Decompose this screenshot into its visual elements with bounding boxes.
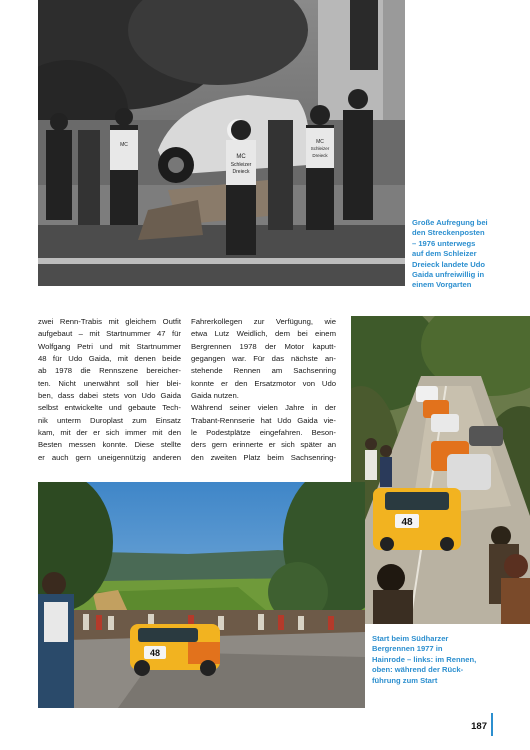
page-number-rule bbox=[491, 713, 493, 736]
body-line: selbst entwickelte und gebaute Tech- bbox=[38, 403, 181, 413]
photo-hainrode-race bbox=[38, 482, 365, 708]
page-number: 187 bbox=[471, 721, 487, 732]
body-line: stehende Rennen am Sachsenring bbox=[191, 366, 336, 376]
caption-top: Große Aufregung bei den Streckenposten – 1976 unterwegs auf dem Schleizer Dreieck landete Udo Gaida unfreiwillig in einem Vorgarten bbox=[412, 218, 488, 290]
body-column-1 bbox=[38, 316, 181, 464]
svg-text:Schleizer: Schleizer bbox=[230, 162, 252, 168]
svg-text:Dreieck: Dreieck bbox=[232, 169, 250, 175]
body-line: ab 1978 die Rennszene bereicher- bbox=[38, 366, 181, 376]
car-number-right: 48 bbox=[401, 517, 413, 528]
body-line: kam, mit der er sich immer mit den bbox=[38, 428, 181, 438]
body-line: gegangen war. Für das nächste an- bbox=[191, 354, 336, 364]
svg-text:MC: MC bbox=[316, 139, 324, 145]
body-line: zwei Renn-Trabis mit gleichem Outfit bbox=[38, 317, 181, 326]
svg-text:MC: MC bbox=[236, 154, 246, 160]
body-line: Während seiner vielen Jahre in der bbox=[191, 403, 336, 413]
svg-text:Schleizer: Schleizer bbox=[310, 146, 330, 151]
body-line: nik unterm Duroplast zum Einsatz bbox=[38, 415, 181, 425]
body-line: Wolfgang Petri und mit Startnummer bbox=[38, 341, 181, 351]
body-line: konnte er den Ersatzmotor von Udo bbox=[191, 378, 336, 388]
photo-schleizer-dreieck bbox=[38, 0, 405, 286]
body-line: Trabant-Rennserie hat Udo Gaida vie- bbox=[191, 415, 336, 425]
body-line: Bergrennen 1978 der Motor kaputt- bbox=[191, 341, 336, 351]
body-line: ten. Nicht unerwähnt soll hier blei- bbox=[38, 378, 181, 388]
body-line: ben, dass dabei stets von Udo Gaida bbox=[38, 391, 181, 401]
body-line: le Podestplätze eingefahren. Beson- bbox=[191, 428, 336, 438]
body-line: etwa Lutz Weidlich, dem bei einem bbox=[191, 329, 336, 339]
body-line: er auch gern uneigennützig anderen bbox=[38, 452, 181, 462]
body-line: Fahrerkollegen zur Verfügung, wie bbox=[191, 317, 336, 326]
body-line: ders gern erinnerte er sich später an bbox=[191, 440, 336, 450]
body-column-2 bbox=[191, 316, 336, 464]
body-line: Besten messen konnte. Diese stellte bbox=[38, 440, 181, 450]
svg-text:MC: MC bbox=[120, 142, 128, 148]
svg-text:Dreieck: Dreieck bbox=[312, 153, 328, 158]
body-line: 48 für Udo Gaida, mit denen beide bbox=[38, 354, 181, 364]
caption-bottom: Start beim Südharzer Bergrennen 1977 in Hainrode – links: im Rennen, oben: während der Rück- führung zum Start bbox=[372, 634, 477, 685]
body-line: Gaida nutzen. bbox=[191, 391, 239, 401]
body-line: den zweiten Platz beim Sachsenring- bbox=[191, 452, 336, 462]
car-number-bottom: 48 bbox=[149, 648, 161, 658]
photo-hainrode-return bbox=[351, 316, 530, 624]
body-line: aufgebaut – mit Startnummer 47 für bbox=[38, 329, 181, 339]
